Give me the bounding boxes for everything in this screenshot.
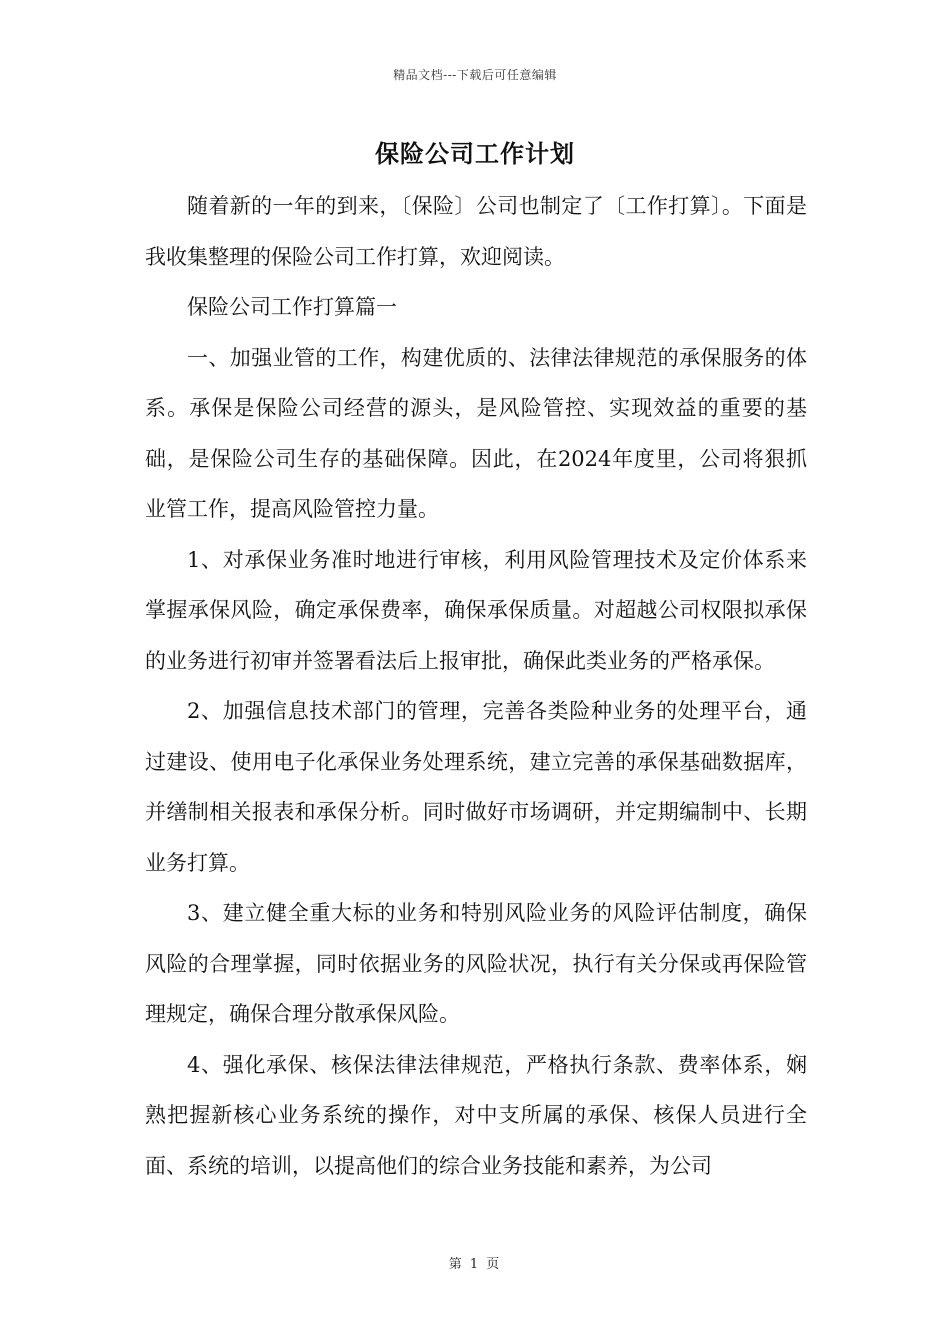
- document-title: 保险公司工作计划: [375, 139, 575, 168]
- paragraph-item-4: 4、强化承保、核保法律法律规范，严格执行条款、费率体系，娴熟把握新核心业务系统的操作，对中支所属的承保、核保人员进行全面、系统的培训，以提高他们的综合业务技能和素养，为公司: [145, 1052, 807, 1178]
- section-heading: 保险公司工作打算篇一: [187, 295, 397, 319]
- page-header: 精品文档---下载后可任意编辑: [393, 68, 557, 82]
- paragraph-item-1: 1、对承保业务准时地进行审核，利用风险管理技术及定价体系来掌握承保风险，确定承保费率，确保承保质量。对超越公司权限拟承保的业务进行初审并签署看法后上报审批，确保此类业务的严格承保。: [145, 547, 807, 673]
- paragraph-item-2: 2、加强信息技术部门的管理，完善各类险种业务的处理平台，通过建设、使用电子化承保业务处理系统，建立完善的承保基础数据库，并缮制相关报表和承保分析。同时做好市场调研，并定期编制中、长期业务打算。: [145, 699, 807, 875]
- page-number: 第 1 页: [448, 1257, 502, 1272]
- paragraph-section-1: 一、加强业管的工作，构建优质的、法律法律规范的承保服务的体系。承保是保险公司经营的源头，是风险管控、实现效益的重要的基础，是保险公司生存的基础保障。因此，在2024年度里，公司将狠抓业管工作，提高风险管控力量。: [145, 345, 807, 521]
- paragraph-intro: 随着新的一年的到来，〔保险〕公司也制定了〔工作打算〕。下面是我收集整理的保险公司工作打算，欢迎阅读。: [145, 194, 807, 269]
- document-body: [145, 181, 807, 1191]
- paragraph-item-3: 3、建立健全重大标的业务和特别风险业务的风险评估制度，确保风险的合理掌握，同时依据业务的风险状况，执行有关分保或再保险管理规定，确保合理分散承保风险。: [145, 901, 807, 1026]
